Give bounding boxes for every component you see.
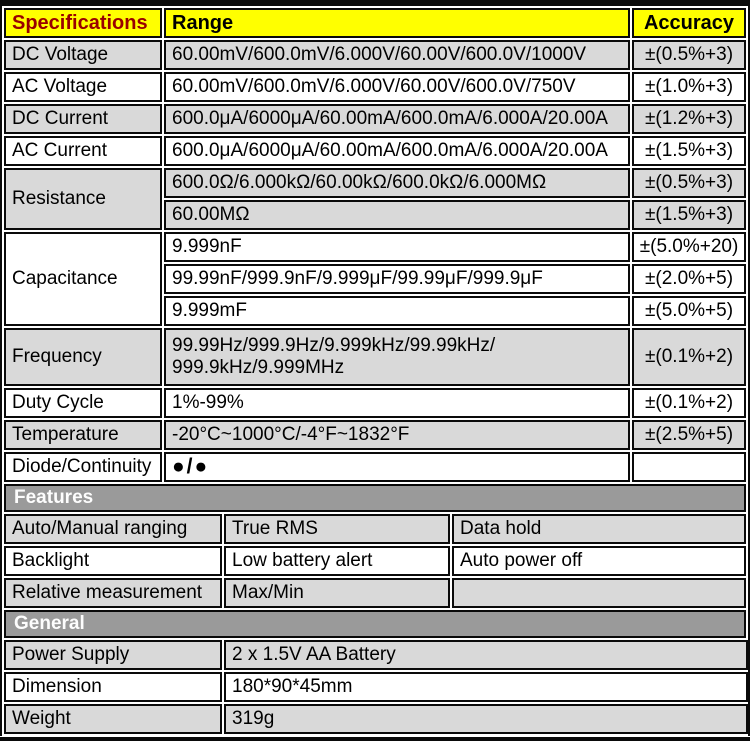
- spec-range: 60.00mV/600.0mV/6.000V/60.00V/600.0V/750V: [164, 72, 630, 102]
- general-table: [2, 638, 750, 736]
- spec-accuracy: ±(2.0%+5): [632, 264, 746, 294]
- spec-label: AC Voltage: [4, 72, 162, 102]
- general-value: 2 x 1.5V AA Battery: [224, 640, 748, 670]
- table-row: [4, 578, 746, 608]
- feature-cell: True RMS: [224, 514, 450, 544]
- feature-cell: Data hold: [452, 514, 746, 544]
- feature-cell: Low battery alert: [224, 546, 450, 576]
- spec-accuracy: ±(5.0%+5): [632, 296, 746, 326]
- feature-cell: Max/Min: [224, 578, 450, 608]
- table-row: [4, 672, 748, 702]
- table-row: [4, 514, 746, 544]
- specifications-table: [2, 6, 748, 484]
- spec-accuracy: ±(1.2%+3): [632, 104, 746, 134]
- spec-range: 9.999mF: [164, 296, 630, 326]
- spec-label: Duty Cycle: [4, 388, 162, 418]
- spec-range: 9.999nF: [164, 232, 630, 262]
- spec-accuracy: ±(0.5%+3): [632, 40, 746, 70]
- general-label: Power Supply: [4, 640, 222, 670]
- table-row: [4, 104, 746, 134]
- table-row: [4, 168, 746, 198]
- general-label: Weight: [4, 704, 222, 734]
- spec-label: Diode/Continuity: [4, 452, 162, 482]
- spec-label: Temperature: [4, 420, 162, 450]
- spec-range: 99.99nF/999.9nF/9.999μF/99.99μF/999.9μF: [164, 264, 630, 294]
- table-row: [4, 328, 746, 386]
- spec-accuracy: ±(5.0%+20): [632, 232, 746, 262]
- general-value: 180*90*45mm: [224, 672, 748, 702]
- table-row: [4, 232, 746, 262]
- table-row: [4, 546, 746, 576]
- general-value: 319g: [224, 704, 748, 734]
- spec-accuracy: [632, 452, 746, 482]
- spec-accuracy: ±(0.1%+2): [632, 328, 746, 386]
- section-header-features: Features: [4, 484, 746, 512]
- spec-label: Resistance: [4, 168, 162, 230]
- spec-range: 600.0μA/6000μA/60.00mA/600.0mA/6.000A/20.00A: [164, 104, 630, 134]
- table-row: [4, 72, 746, 102]
- feature-cell: Backlight: [4, 546, 222, 576]
- frequency-range-line2: 999.9kHz/9.999MHz: [172, 357, 345, 378]
- table-frame: [0, 6, 750, 736]
- table-row: [4, 136, 746, 166]
- table-row: [4, 640, 748, 670]
- feature-cell: Auto power off: [452, 546, 746, 576]
- spec-accuracy: ±(1.0%+3): [632, 72, 746, 102]
- spec-label: Frequency: [4, 328, 162, 386]
- spec-accuracy: ±(1.5%+3): [632, 136, 746, 166]
- table-row: [4, 704, 748, 734]
- section-header-general: General: [4, 610, 746, 638]
- feature-cell: Auto/Manual ranging: [4, 514, 222, 544]
- spec-label: AC Current: [4, 136, 162, 166]
- feature-cell: [452, 578, 746, 608]
- spec-range: [164, 328, 630, 386]
- frequency-range-line1: 99.99Hz/999.9Hz/9.999kHz/99.99kHz/: [172, 335, 496, 356]
- spec-accuracy: ±(1.5%+3): [632, 200, 746, 230]
- column-header-range: Range: [164, 8, 630, 38]
- spec-accuracy: ±(2.5%+5): [632, 420, 746, 450]
- spec-range: 600.0μA/6000μA/60.00mA/600.0mA/6.000A/20.00A: [164, 136, 630, 166]
- spec-accuracy: ±(0.5%+3): [632, 168, 746, 198]
- diode-continuity-symbols: ●/●: [164, 452, 630, 482]
- spec-label: Capacitance: [4, 232, 162, 326]
- spec-range: 1%-99%: [164, 388, 630, 418]
- table-row: [4, 40, 746, 70]
- spec-range: 60.00MΩ: [164, 200, 630, 230]
- column-header-specifications: Specifications: [4, 8, 162, 38]
- general-label: Dimension: [4, 672, 222, 702]
- spec-label: DC Voltage: [4, 40, 162, 70]
- spec-accuracy: ±(0.1%+2): [632, 388, 746, 418]
- spec-label: DC Current: [4, 104, 162, 134]
- spec-range: 60.00mV/600.0mV/6.000V/60.00V/600.0V/1000V: [164, 40, 630, 70]
- bottom-border-bar: [0, 737, 750, 741]
- table-row: [4, 388, 746, 418]
- spec-range: 600.0Ω/6.000kΩ/60.00kΩ/600.0kΩ/6.000MΩ: [164, 168, 630, 198]
- table-row: [4, 452, 746, 482]
- feature-cell: Relative measurement: [4, 578, 222, 608]
- spec-range: -20°C~1000°C/-4°F~1832°F: [164, 420, 630, 450]
- column-header-accuracy: Accuracy: [632, 8, 746, 38]
- features-table: [2, 512, 748, 610]
- spec-header-row: [4, 8, 746, 38]
- table-row: [4, 420, 746, 450]
